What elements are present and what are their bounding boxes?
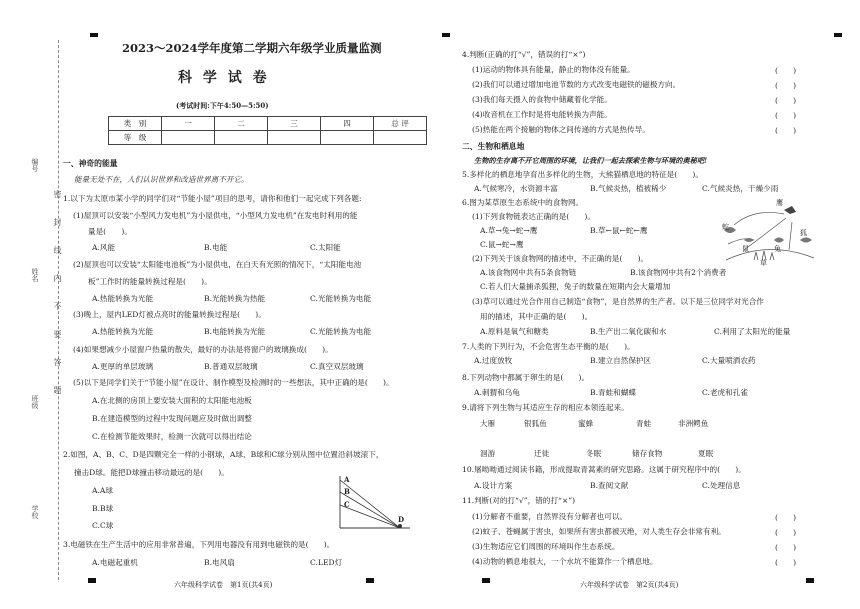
score-cell[interactable] bbox=[374, 131, 427, 145]
option-c[interactable]: C.LED灯 bbox=[310, 558, 343, 567]
food-web-label-eagle: 鹰 bbox=[776, 199, 783, 207]
exam-subject: 科 学 试 卷 bbox=[178, 70, 270, 86]
ramp-label-a: A bbox=[344, 475, 350, 484]
question-6-3: (3)草可以通过光合作用自己制造“食物”，是自然界的生产者。以下是三位同学对光合作 bbox=[472, 297, 764, 306]
score-cell: 四 bbox=[321, 117, 374, 131]
seal-line-warning: 密 封 线 内 不 要 答 题 bbox=[53, 190, 62, 400]
question-8: 8.下列动物中都属于卵生的是( )。 bbox=[462, 373, 590, 382]
option-b[interactable]: B.生产出二氧化碳和水 bbox=[590, 327, 667, 336]
option-a[interactable]: A.原料是氧气和糖类 bbox=[480, 327, 549, 336]
question-11: 11.判断(对的打“√”，错的打“×”) bbox=[462, 496, 576, 505]
registration-mark bbox=[442, 33, 450, 37]
food-web-label-fox: 狐 bbox=[800, 229, 807, 237]
question-1-1-cont: 量是( )。 bbox=[88, 227, 132, 236]
option-b[interactable]: B.电风扇 bbox=[204, 558, 235, 567]
answer-paren[interactable]: ( ) bbox=[775, 558, 797, 567]
option-a[interactable]: A.在北侧的房顶上要安装大面积的太阳能电池板 bbox=[92, 396, 252, 405]
option-c[interactable]: C.老虎和孔雀 bbox=[702, 388, 748, 397]
ramp-label-c: C bbox=[344, 500, 350, 509]
judge-item: (3)我们每天摄入的食物中储藏着化学能。 bbox=[472, 95, 612, 104]
match-animal[interactable]: 银狐鱼 bbox=[524, 419, 547, 428]
option-c[interactable]: C.太阳能 bbox=[310, 243, 341, 252]
option-c[interactable]: C.鼠→蛇→鹰 bbox=[480, 240, 524, 249]
score-cell: 三 bbox=[268, 117, 321, 131]
option-c[interactable]: C.真空双层玻璃 bbox=[310, 362, 364, 371]
section-2-title: 二、生物和栖息地 bbox=[462, 142, 525, 151]
option-b[interactable]: B.青蛙和蝴蝶 bbox=[590, 388, 636, 397]
option-c[interactable]: C.光能转换为电能 bbox=[310, 294, 372, 303]
option-a[interactable]: A.草→兔→蛇→鹰 bbox=[480, 226, 538, 235]
page-1-footer: 六年级科学试卷 第1页(共4页) bbox=[174, 581, 273, 589]
question-1-1: (1)屋顶可以安装“小型风力发电机”为小屋供电，“小型风力发电机”在发电时利用的能 bbox=[73, 211, 358, 220]
option-b[interactable]: B.电能转换为光能 bbox=[204, 327, 266, 336]
judge-item: (4)收音机在工作时是将电能转换为声能。 bbox=[472, 110, 612, 119]
option-a[interactable]: A.热能转换为光能 bbox=[92, 294, 154, 303]
judge-item: (2)蚊子、苍蝇属于害虫，如果所有害虫都被灭绝，对人类生存会非常有利。 bbox=[472, 527, 726, 536]
binding-number-label: 编号 bbox=[31, 158, 39, 172]
exam-title: 2023～2024学年度第二学期六年级学业质量监测 bbox=[122, 41, 382, 55]
registration-mark bbox=[806, 578, 814, 583]
match-animal[interactable]: 蜜蜂 bbox=[578, 419, 594, 428]
score-cell[interactable] bbox=[321, 131, 374, 145]
question-10: 10.屠呦呦通过阅读书籍，形成提取青蒿素的研究思路。这属于研究程序中的( )。 bbox=[462, 465, 746, 474]
food-web-label-grass: 草 bbox=[760, 259, 767, 267]
option-a[interactable]: A.过度放牧 bbox=[474, 356, 513, 365]
option-c[interactable]: C.大量喷洒农药 bbox=[702, 356, 756, 365]
registration-mark bbox=[482, 578, 490, 583]
match-ability[interactable]: 夏眠 bbox=[698, 449, 714, 458]
food-web-label-mouse: 鼠 bbox=[742, 245, 749, 253]
option-a[interactable]: A.A球 bbox=[92, 486, 113, 495]
food-web-label-rabbit: 兔 bbox=[774, 245, 781, 253]
option-b[interactable]: B.气候炎热，植被稀少 bbox=[590, 184, 667, 193]
question-1: 1.以下为太原市某小学的同学们对“节能小屋”项目的思考，请你和他们一起完成下列各题: bbox=[63, 194, 362, 203]
score-cell: 一 bbox=[162, 117, 215, 131]
score-table bbox=[108, 116, 427, 145]
exam-time: (考试时间:下午4:50—5:50) bbox=[176, 101, 269, 110]
option-b[interactable]: B.该食物网中共有2个消费者 bbox=[630, 268, 727, 277]
answer-paren[interactable]: ( ) bbox=[775, 126, 797, 135]
match-animal[interactable]: 非洲鳄鱼 bbox=[678, 419, 709, 428]
score-cell[interactable] bbox=[162, 131, 215, 145]
question-6: 6.图为某草原生态系统中的食物网。 bbox=[462, 198, 584, 207]
score-cell[interactable] bbox=[268, 131, 321, 145]
question-1-3: (3)晚上，屋内LED灯被点亮时的能量转换过程是( )。 bbox=[73, 310, 266, 319]
judge-item: (1)运动的物体具有能量，静止的物体没有能量。 bbox=[472, 65, 635, 74]
section-2-motto: 生物的生存离不开它周围的环境，让我们一起去探索生物与环境的奥秘吧! bbox=[474, 156, 708, 165]
option-c[interactable]: C.C球 bbox=[92, 521, 114, 530]
question-2-cont: 撞击D球。能把D球撞击移动最远的是( )。 bbox=[74, 468, 229, 477]
food-web-label-snake: 蛇 bbox=[722, 223, 729, 231]
option-a[interactable]: A.热能转换为光能 bbox=[92, 327, 154, 336]
score-cell: 类 别 bbox=[109, 117, 162, 131]
option-b[interactable]: B.草←鼠←蛇←鹰 bbox=[590, 226, 648, 235]
food-web-figure bbox=[714, 200, 824, 270]
binding-name-label: 姓名 bbox=[31, 268, 39, 282]
judge-item: (2)我们可以通过增加电池节数的方式改变电磁铁的磁极方向。 bbox=[472, 80, 681, 89]
option-b[interactable]: B.查阅文献 bbox=[590, 481, 629, 490]
binding-class-label: 班级 bbox=[31, 395, 39, 409]
answer-paren[interactable]: ( ) bbox=[775, 543, 797, 552]
answer-paren[interactable]: ( ) bbox=[775, 66, 797, 75]
match-animal[interactable]: 青蛙 bbox=[636, 419, 652, 428]
option-c[interactable]: C.若人们大量捕杀狐狸，兔子的数量在短期内会大量增加 bbox=[480, 282, 671, 291]
registration-mark bbox=[88, 578, 96, 583]
answer-paren[interactable]: ( ) bbox=[775, 111, 797, 120]
answer-paren[interactable]: ( ) bbox=[775, 96, 797, 105]
option-b[interactable]: B.在建造模型的过程中发现问题应及时做出调整 bbox=[92, 414, 252, 423]
option-a[interactable]: A.电磁起重机 bbox=[92, 558, 138, 567]
match-ability[interactable]: 迁徙 bbox=[534, 449, 550, 458]
option-a[interactable]: A.设计方案 bbox=[474, 481, 513, 490]
judge-item: (4)动物的栖息地很大，一个水坑不能算作一个栖息地。 bbox=[472, 557, 658, 566]
option-b[interactable]: B.电能 bbox=[204, 243, 228, 252]
option-b[interactable]: B.光能转换为热能 bbox=[204, 294, 266, 303]
answer-paren[interactable]: ( ) bbox=[775, 513, 797, 522]
option-b[interactable]: B.建立自然保护区 bbox=[590, 356, 652, 365]
option-c[interactable]: C.利用了太阳光的能量 bbox=[714, 327, 791, 336]
ramp-label-b: B bbox=[344, 487, 350, 496]
question-1-2-cont: 板”工作时的能量转换过程是( )。 bbox=[88, 277, 212, 286]
answer-paren[interactable]: ( ) bbox=[775, 528, 797, 537]
option-b[interactable]: B.B球 bbox=[92, 504, 114, 513]
option-a[interactable]: A.更厚的单层玻璃 bbox=[92, 362, 154, 371]
question-3: 3.电磁铁在生产生活中的应用非常普遍，下列用电器没有用到电磁铁的是( )。 bbox=[63, 540, 335, 549]
question-1-5: (5)以下是同学们关于“节能小屋”在设计、制作模型及检测时的一些想法，其中正确的是( )。 bbox=[73, 378, 394, 387]
question-4: 4.判断(正确的打“√”，错误的打“×”) bbox=[462, 50, 586, 59]
question-9: 9.请将下列生物与其适应生存的相应本领连起来。 bbox=[462, 403, 629, 412]
binding-school-label: 学校 bbox=[31, 505, 39, 519]
page-2 bbox=[430, 0, 860, 609]
question-2: 2.如图，A、B、C、D是四颗完全一样的小钢球，A球、B球和C球分别从图中位置沿斜坡滚下， bbox=[63, 450, 384, 459]
option-c[interactable]: C.处理信息 bbox=[702, 481, 741, 490]
option-b[interactable]: B.普通双层玻璃 bbox=[204, 362, 258, 371]
question-1-4: (4)如果想减少小屋窗户热量的散失，最好的办法是将窗户的玻璃换成( )。 bbox=[73, 345, 333, 354]
question-1-2: (2)屋顶也可以安装“太阳能电池板”为小屋供电，在白天有光照的情况下，“太阳能电池 bbox=[73, 260, 362, 269]
score-cell: 总 评 bbox=[374, 117, 427, 131]
option-a[interactable]: A.该食物网中共有5条食物链 bbox=[480, 268, 577, 277]
ramp-label-d: D bbox=[398, 515, 405, 524]
option-c[interactable]: C.光能转换为电能 bbox=[310, 327, 372, 336]
judge-item: (5)热能在两个接触的物体之间传递的方式是热传导。 bbox=[472, 125, 650, 134]
option-a[interactable]: A.气候寒冷，水资源丰富 bbox=[474, 184, 558, 193]
score-table-grade-row bbox=[109, 131, 427, 145]
match-ability[interactable]: 冬眠 bbox=[586, 449, 602, 458]
question-6-1: (1)下列食物链表达正确的是( )。 bbox=[472, 212, 595, 221]
score-table-header-row bbox=[109, 117, 427, 131]
option-c[interactable]: C.在检测节能效果时，检测一次就可以得出结论 bbox=[92, 432, 252, 441]
registration-mark bbox=[366, 578, 374, 583]
registration-mark bbox=[834, 33, 842, 37]
answer-paren[interactable]: ( ) bbox=[775, 81, 797, 90]
section-1-motto: 能量无处不在，人们认识世界和改造世界离不开它。 bbox=[74, 175, 249, 184]
option-c[interactable]: C.气候炎热，干燥少雨 bbox=[702, 184, 779, 193]
option-a[interactable]: A.风能 bbox=[92, 243, 116, 252]
judge-item: (3)生物适应它们周围的环境叫作生态系统。 bbox=[472, 542, 620, 551]
section-1-title: 一、神奇的能量 bbox=[63, 159, 118, 168]
match-ability[interactable]: 洄游 bbox=[480, 449, 496, 458]
score-cell[interactable] bbox=[215, 131, 268, 145]
match-animal[interactable]: 大雁 bbox=[480, 419, 496, 428]
page-2-footer: 六年级科学试卷 第2页(共4页) bbox=[580, 581, 679, 589]
question-6-2: (2)下列关于该食物网的描述中，不正确的是( )。 bbox=[472, 254, 649, 263]
score-cell: 二 bbox=[215, 117, 268, 131]
score-cell: 等 级 bbox=[109, 131, 162, 145]
question-5: 5.多样化的栖息地孕育出多样化的生物，大熊猫栖息地的特征是( )。 bbox=[462, 170, 703, 179]
option-a[interactable]: A.刺猬和乌龟 bbox=[474, 388, 520, 397]
question-6-3-cont: 用的描述，其中正确的是( )。 bbox=[480, 312, 593, 321]
match-ability[interactable]: 储存食物 bbox=[632, 449, 663, 458]
registration-mark bbox=[90, 33, 98, 37]
question-7: 7.人类的下列行为，不会危害生态平衡的是( )。 bbox=[462, 342, 635, 351]
judge-item: (1)分解者不重要，自然界没有分解者也可以。 bbox=[472, 512, 628, 521]
